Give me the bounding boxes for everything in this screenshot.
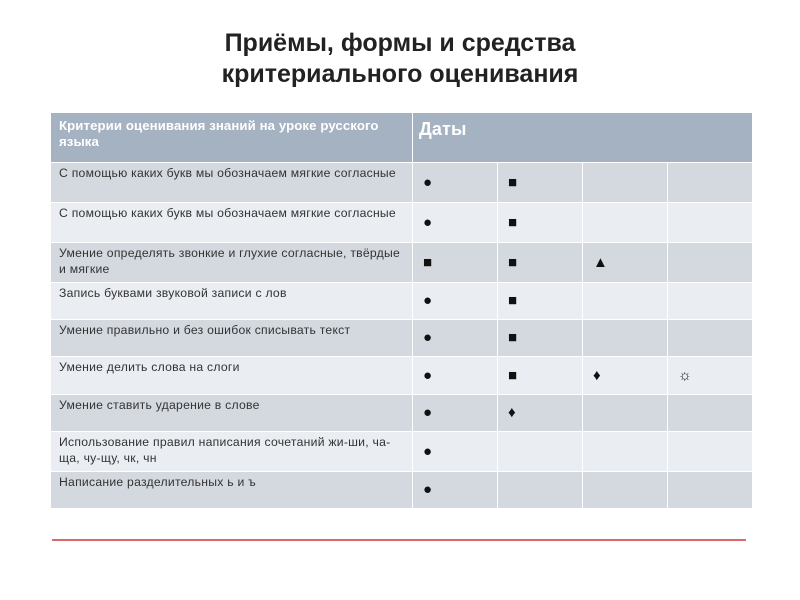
date-mark-cell	[668, 432, 753, 472]
date-mark-cell	[583, 283, 668, 320]
table-row	[51, 432, 753, 472]
date-mark-cell: ■	[413, 243, 498, 283]
criterion-cell: Запись буквами звуковой записи с лов	[51, 283, 413, 320]
criterion-cell: С помощью каких букв мы обозначаем мягкие согласные	[51, 163, 413, 203]
date-mark-cell	[498, 472, 583, 509]
criterion-cell: Умение правильно и без ошибок списывать текст	[51, 320, 413, 357]
table-row	[51, 163, 753, 203]
criterion-cell: С помощью каких букв мы обозначаем мягкие согласные	[51, 203, 413, 243]
table-row	[51, 243, 753, 283]
title-line-2: критериального оценивания	[221, 60, 579, 88]
date-mark-cell	[668, 472, 753, 509]
date-mark-cell: ■	[498, 283, 583, 320]
date-mark-cell: ●	[413, 320, 498, 357]
date-mark-cell: ■	[498, 243, 583, 283]
table-row	[51, 357, 753, 395]
table-row	[51, 395, 753, 432]
table-row	[51, 283, 753, 320]
date-mark-cell: ●	[413, 395, 498, 432]
date-mark-cell: ■	[498, 163, 583, 203]
date-mark-cell: ●	[413, 432, 498, 472]
date-mark-cell	[583, 472, 668, 509]
date-mark-cell: ♦	[498, 395, 583, 432]
date-mark-cell: ♦	[583, 357, 668, 395]
date-mark-cell	[583, 432, 668, 472]
date-mark-cell	[668, 283, 753, 320]
date-mark-cell: ●	[413, 357, 498, 395]
date-mark-cell	[668, 163, 753, 203]
table-row	[51, 472, 753, 509]
date-mark-cell: ●	[413, 203, 498, 243]
date-mark-cell: ■	[498, 320, 583, 357]
table-row	[51, 320, 753, 357]
criteria-table	[50, 112, 753, 509]
date-mark-cell: ☼	[668, 357, 753, 395]
date-mark-cell	[583, 320, 668, 357]
date-mark-cell	[583, 163, 668, 203]
title-line-1: Приёмы, формы и средства	[224, 29, 576, 57]
date-mark-cell	[583, 395, 668, 432]
table-row	[51, 203, 753, 243]
date-mark-cell	[668, 203, 753, 243]
date-mark-cell: ▲	[583, 243, 668, 283]
criterion-cell: Умение определять звонкие и глухие согласные, твёрдые и мягкие	[51, 243, 413, 283]
date-mark-cell: ●	[413, 472, 498, 509]
date-mark-cell	[668, 395, 753, 432]
date-mark-cell: ●	[413, 163, 498, 203]
date-mark-cell: ■	[498, 357, 583, 395]
date-mark-cell: ■	[498, 203, 583, 243]
footer-divider-line	[52, 539, 746, 541]
criterion-cell: Использование правил написания сочетаний жи-ши, ча-ща, чу-щу, чк, чн	[51, 432, 413, 472]
header-criteria: Критерии оценивания знаний на уроке русского языка	[51, 113, 413, 163]
date-mark-cell	[498, 432, 583, 472]
date-mark-cell	[668, 243, 753, 283]
table-header-row	[51, 113, 753, 163]
date-mark-cell	[668, 320, 753, 357]
date-mark-cell: ●	[413, 283, 498, 320]
criterion-cell: Написание разделительных ь и ъ	[51, 472, 413, 509]
page-title	[0, 28, 800, 90]
date-mark-cell	[583, 203, 668, 243]
header-dates: Даты	[413, 113, 753, 163]
criterion-cell: Умение ставить ударение в слове	[51, 395, 413, 432]
criterion-cell: Умение делить слова на слоги	[51, 357, 413, 395]
